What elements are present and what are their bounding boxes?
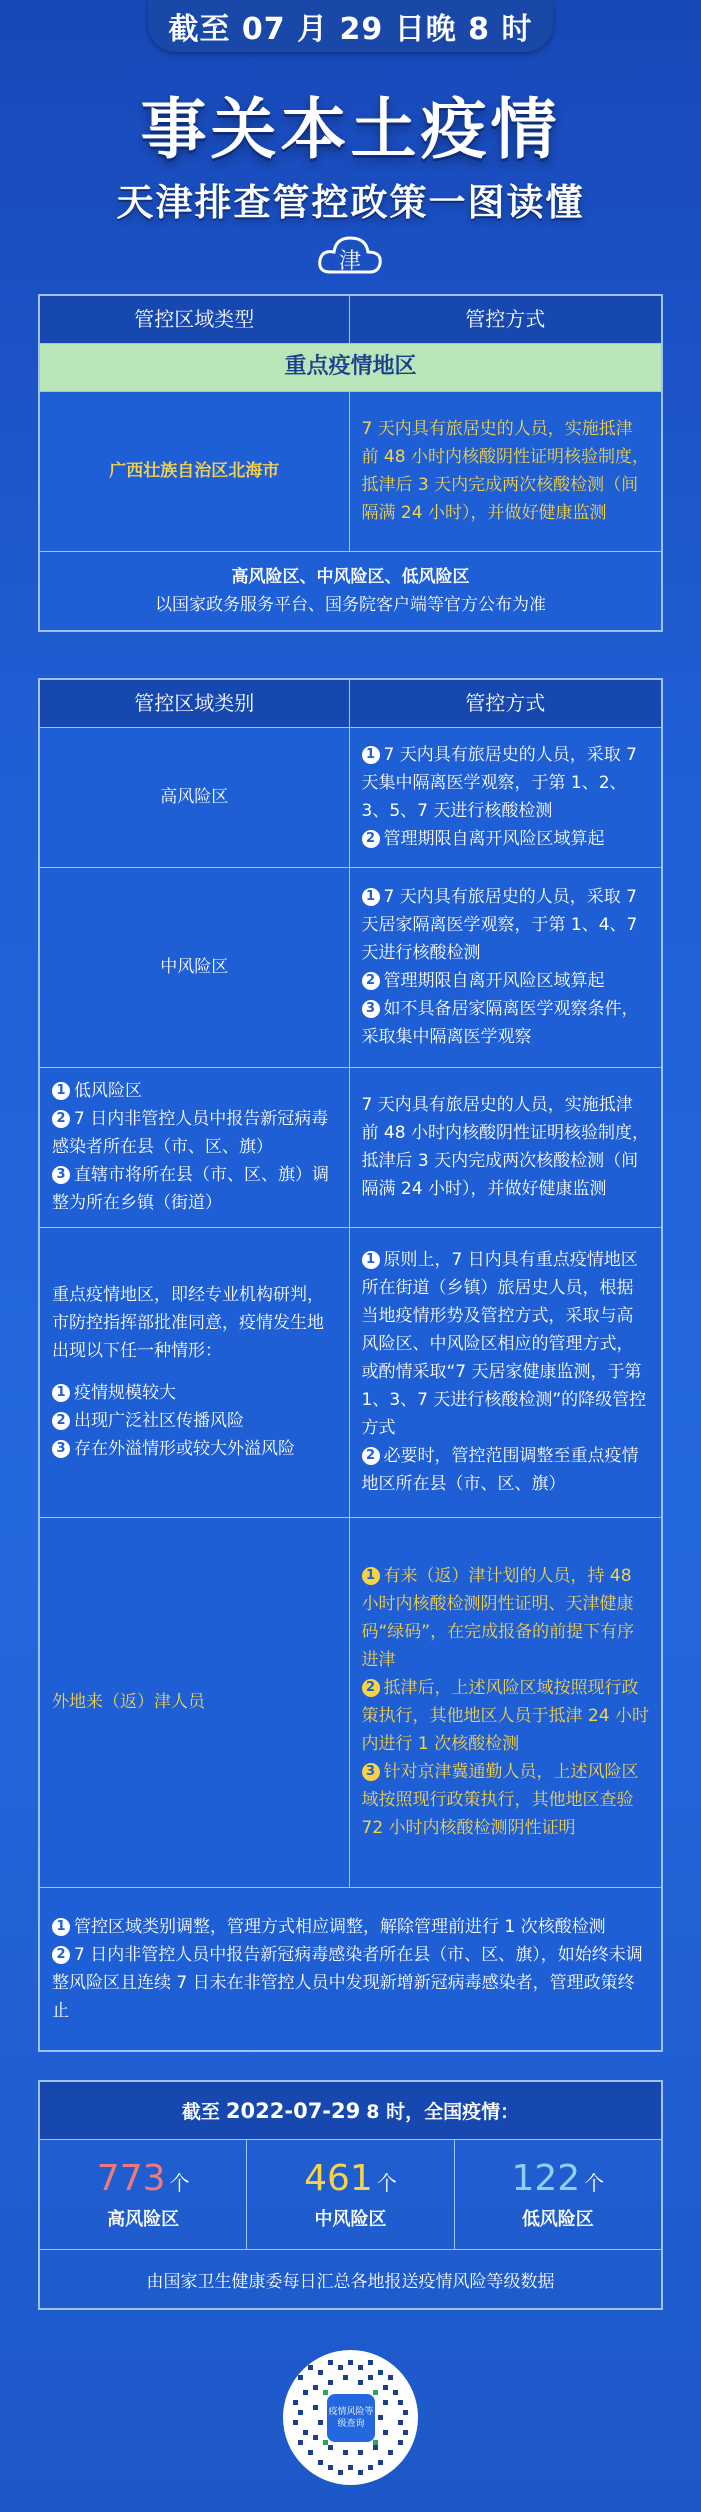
- stats-header: [40, 2082, 661, 2140]
- number-badge-icon: 2: [362, 1447, 380, 1465]
- outside-travelers-policy: [349, 1517, 662, 1887]
- low-risk-item: 1 低风险区: [52, 1077, 337, 1105]
- outside-item: 1 有来（返）津计划的人员，持 48 小时内核酸检测阴性证明、天津健康码“绿码”，在完成报备的前提下有序进津: [361, 1566, 635, 1670]
- stat-mid-risk: [247, 2140, 454, 2249]
- stat-label: 高风险区: [107, 2208, 180, 2230]
- key-area-policy-item: 2 必要时，管控范围调整至重点疫情地区所在县（市、区、旗）: [361, 1446, 639, 1494]
- number-badge-icon: 1: [52, 1918, 70, 1936]
- stat-unit: 个: [169, 2170, 190, 2195]
- stat-label: 中风险区: [314, 2208, 387, 2230]
- qr-code[interactable]: [283, 2350, 418, 2485]
- key-area-section-title: 重点疫情地区: [39, 343, 662, 391]
- stat-low-risk: [455, 2140, 661, 2249]
- table2-col-header-method: 管控方式: [349, 679, 662, 727]
- table1-col-header-type: 管控区域类型: [39, 295, 349, 343]
- beihai-policy: 7 天内具有旅居史的人员，实施抵津前 48 小时内核酸阴性证明核验制度，抵津后 3 天内完成两次核酸检测（间隔满 24 小时），并做好健康监测: [349, 391, 662, 551]
- mid-risk-item: 2 管理期限自离开风险区域算起: [362, 967, 650, 995]
- number-badge-icon: 2: [52, 1110, 70, 1128]
- number-badge-icon: 1: [362, 1567, 380, 1585]
- high-risk-item: 1 7 天内具有旅居史的人员，采取 7 天集中隔离医学观察，于第 1、2、3、5、7 天进行核酸检测: [361, 745, 637, 821]
- number-badge-icon: 1: [52, 1384, 70, 1402]
- stats-source: 由国家卫生健康委每日汇总各地报送疫情风险等级数据: [146, 2271, 555, 2292]
- table2-col-header-category: 管控区域类别: [39, 679, 349, 727]
- risk-area-note: [39, 551, 662, 631]
- number-badge-icon: 3: [52, 1440, 70, 1458]
- key-area-item: 2 出现广泛社区传播风险: [52, 1407, 337, 1435]
- number-badge-icon: 2: [362, 972, 380, 990]
- table2-footnote: [39, 1887, 662, 2051]
- footnote-item: 2 7 日内非管控人员中报告新冠病毒感染者所在县（市、区、旗），如始终未调整风险区且连续 7 日未在非管控人员中发现新增新冠病毒感染者，管理政策终止: [52, 1944, 643, 2021]
- stat-value: 122: [511, 2157, 581, 2199]
- control-category-table: [38, 678, 663, 2052]
- mid-risk-item: 1 7 天内具有旅居史的人员，采取 7 天居家隔离医学观察，于第 1、4、7 天进行核酸检测: [361, 887, 638, 963]
- tianjin-cloud-logo-icon: [316, 232, 384, 280]
- qr-center-label: 疫情风险等级查询: [327, 2394, 375, 2442]
- number-badge-icon: 2: [52, 1412, 70, 1430]
- stat-label: 低风险区: [521, 2208, 594, 2230]
- number-badge-icon: 1: [52, 1082, 70, 1100]
- stat-value: 773: [96, 2157, 166, 2199]
- table1-col-header-method: 管控方式: [349, 295, 662, 343]
- key-area-table: [38, 294, 663, 632]
- number-badge-icon: 1: [362, 746, 380, 764]
- number-badge-icon: 2: [362, 1679, 380, 1697]
- number-badge-icon: 1: [362, 1251, 380, 1269]
- stat-value: 461: [304, 2157, 373, 2199]
- low-risk-policy: 7 天内具有旅居史的人员，实施抵津前 48 小时内核酸阴性证明核验制度，抵津后 3 天内完成两次核酸检测（间隔满 24 小时），并做好健康监测: [349, 1067, 662, 1227]
- stats-prefix: 截至: [181, 2101, 220, 2123]
- stat-unit: 个: [376, 2170, 397, 2195]
- number-badge-icon: 3: [362, 1000, 380, 1018]
- key-area-intro: 重点疫情地区，即经专业机构研判，市防控指挥部批准同意，疫情发生地出现以下任一种情形：: [52, 1285, 324, 1361]
- beihai-label: 广西壮族自治区北海市: [39, 391, 349, 551]
- key-area-item: 3 存在外溢情形或较大外溢风险: [52, 1435, 337, 1463]
- outside-item: 2 抵津后，上述风险区域按照现行政策执行，其他地区人员于抵津 24 小时内进行 1 次核酸检测: [361, 1678, 649, 1754]
- stats-values-row: [40, 2140, 661, 2250]
- mid-risk-item: 3 如不具备居家隔离医学观察条件，采取集中隔离医学观察: [361, 999, 639, 1047]
- page-subtitle: 天津排查管控政策一图读懂: [116, 181, 585, 224]
- low-risk-item: 2 7 日内非管控人员中报告新冠病毒感染者所在县（市、区、旗）: [52, 1109, 329, 1157]
- outside-item: 3 针对京津冀通勤人员，上述风险区域按照现行政策执行，其他地区查验 72 小时内核酸检测阴性证明: [361, 1762, 639, 1838]
- number-badge-icon: 3: [52, 1166, 70, 1184]
- key-area-policy-item: 1 原则上，7 日内具有重点疫情地区所在街道（乡镇）旅居史人员，根据当地疫情形势及管控方式，采取与高风险区、中风险区相应的管理方式，或酌情采取“7 天居家健康监测，于第 1、3、7 天进行核酸检测”的降级管控方式: [361, 1250, 647, 1438]
- mid-risk-label: 中风险区: [39, 867, 349, 1067]
- high-risk-policy: [349, 727, 662, 867]
- svg-text:津: 津: [338, 249, 362, 274]
- key-area-policy: [349, 1227, 662, 1517]
- stats-suffix: 8 时，全国疫情：: [366, 2101, 520, 2123]
- key-area-criteria: [39, 1227, 349, 1517]
- mid-risk-policy: [349, 867, 662, 1067]
- low-risk-criteria: [39, 1067, 349, 1227]
- low-risk-item: 3 直辖市将所在县（市、区、旗）调整为所在乡镇（街道）: [52, 1165, 329, 1213]
- number-badge-icon: 1: [362, 888, 380, 906]
- number-badge-icon: 2: [362, 830, 380, 848]
- risk-area-note-line2: 以国家政务服务平台、国务院客户端等官方公布为准: [155, 594, 546, 615]
- footnote-item: 1 管控区域类别调整，管理方式相应调整，解除管理前进行 1 次核酸检测: [52, 1913, 649, 1941]
- key-area-item: 1 疫情规模较大: [52, 1379, 337, 1407]
- stats-date: 2022-07-29: [225, 2098, 361, 2123]
- high-risk-label: 高风险区: [39, 727, 349, 867]
- national-risk-stats: [38, 2080, 663, 2310]
- risk-area-note-line1: 高风险区、中风险区、低风险区: [231, 566, 470, 587]
- stat-high-risk: [40, 2140, 247, 2249]
- high-risk-item: 2 管理期限自离开风险区域算起: [362, 825, 650, 853]
- number-badge-icon: 3: [362, 1763, 380, 1781]
- stat-unit: 个: [584, 2170, 605, 2195]
- number-badge-icon: 2: [52, 1946, 70, 1964]
- page-title: 事关本土疫情: [140, 91, 561, 168]
- outside-travelers-label: 外地来（返）津人员: [39, 1517, 349, 1887]
- date-banner: 截至 07 月 29 日晚 8 时: [148, 0, 553, 52]
